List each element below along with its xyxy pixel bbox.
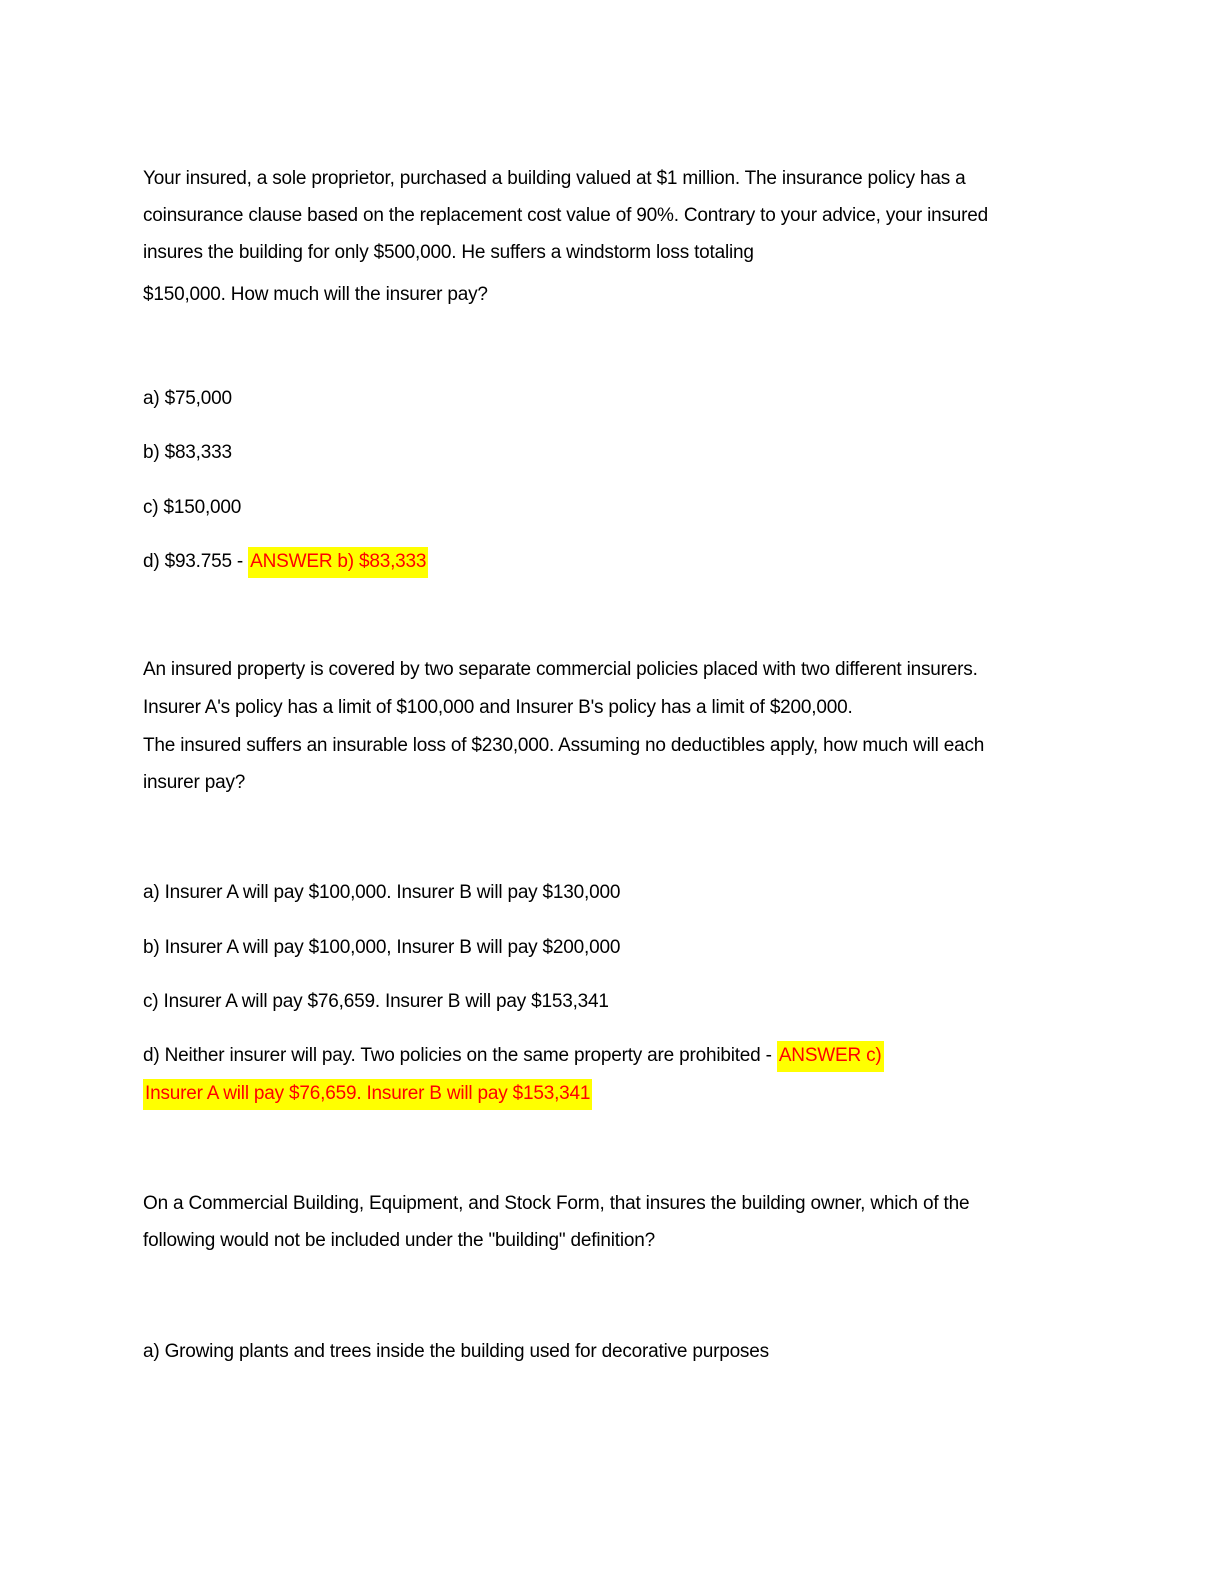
question-1-answer-highlight: ANSWER b) $83,333 xyxy=(248,547,428,578)
question-2-text-line-4: insurer pay? xyxy=(143,772,246,793)
question-1-text-line-3: insures the building for only $500,000. He suffers a windstorm loss totaling xyxy=(143,242,754,263)
question-2-option-b: b) Insurer A will pay $100,000, Insurer B will pay $200,000 xyxy=(143,937,621,958)
question-3-option-a: a) Growing plants and trees inside the building used for decorative purposes xyxy=(143,1341,769,1362)
question-1-text-line-4: $150,000. How much will the insurer pay? xyxy=(143,284,488,305)
question-2-answer-highlight-line-1: ANSWER c) xyxy=(777,1041,884,1072)
question-1-option-d xyxy=(143,549,428,575)
question-2-text-line-3: The insured suffers an insurable loss of $230,000. Assuming no deductibles apply, how much will each xyxy=(143,735,985,756)
question-2-text-line-2: Insurer A's policy has a limit of $100,000 and Insurer B's policy has a limit of $200,000. xyxy=(143,697,853,718)
question-2-option-c: c) Insurer A will pay $76,659. Insurer B will pay $153,341 xyxy=(143,991,609,1012)
question-2-option-d-text: d) Neither insurer will pay. Two policies on the same property are prohibited - xyxy=(143,1045,777,1066)
question-3-text-line-2: following would not be included under the "building" definition? xyxy=(143,1230,655,1251)
question-1-option-b: b) $83,333 xyxy=(143,442,232,463)
question-1-option-c: c) $150,000 xyxy=(143,497,242,518)
question-2-option-a: a) Insurer A will pay $100,000. Insurer B will pay $130,000 xyxy=(143,882,621,903)
question-3-text-line-1: On a Commercial Building, Equipment, and Stock Form, that insures the building owner, which of the xyxy=(143,1193,970,1214)
question-1-option-d-text: d) $93.755 - xyxy=(143,551,249,572)
question-2-text-line-1: An insured property is covered by two separate commercial policies placed with two different insurers. xyxy=(143,659,978,680)
question-2-option-d xyxy=(143,1043,884,1069)
question-1-text-line-1: Your insured, a sole proprietor, purchased a building valued at $1 million. The insurance policy has a xyxy=(143,168,966,189)
question-2-answer-line-2 xyxy=(143,1081,592,1107)
question-1-option-a: a) $75,000 xyxy=(143,388,232,409)
question-2-answer-highlight-line-2: Insurer A will pay $76,659. Insurer B will pay $153,341 xyxy=(143,1079,592,1110)
question-1-text-line-2: coinsurance clause based on the replacement cost value of 90%. Contrary to your advice, your insured xyxy=(143,205,988,226)
